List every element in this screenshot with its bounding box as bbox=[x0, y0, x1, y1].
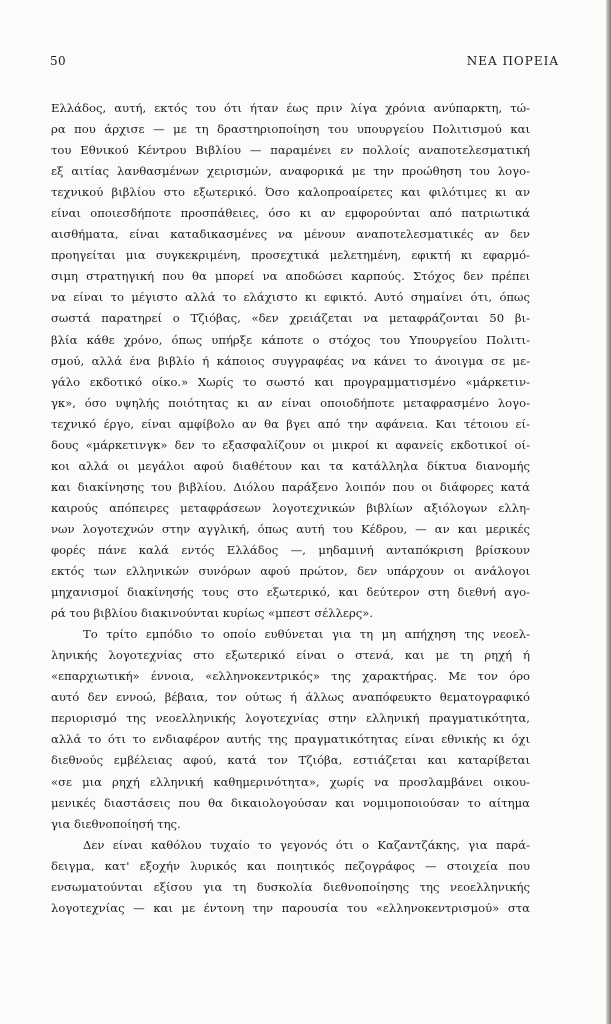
text-line: λογοτεχνίας — και με έντονη την παρουσία του «ελληνοκεντρισμού» στα bbox=[51, 900, 530, 915]
text-line: αισθήματα, είναι καταδικασμένες να μένουν αναποτελεσματικές αν δεν bbox=[51, 227, 530, 242]
text-line: γάλο εκδοτικό οίκο.» Χωρίς το σωστό και προγραμματισμένο «μάρκετιν- bbox=[51, 374, 530, 389]
text-line: φορές πάνε καλά εντός Ελλάδος —, μηδαμινή ανταπόκριση βρίσκουν bbox=[51, 542, 530, 557]
page-header bbox=[50, 54, 559, 70]
text-line: σωστά παρατηρεί ο Τζιόβας, «δεν χρειάζεται να μεταφράζονται 50 βι- bbox=[51, 311, 530, 326]
text-line: για διεθνοποίησή της. bbox=[51, 816, 181, 831]
text-line: αλλά το ότι το ενδιαφέρον αυτής της πραγματικότητας είναι εθνικής κι όχι bbox=[51, 732, 530, 747]
text-line: προηγείται μια συγκεκριμένη, προσεχτικά μελετημένη, εφικτή κι εφαρμό- bbox=[51, 248, 530, 263]
text-line: δειγμα, κατ' εξοχήν λυρικός και ποιητικός πεζογράφος — στοιχεία που bbox=[51, 858, 530, 873]
text-line: βλία κάθε χρόνο, όπως υπήρξε κάποτε ο στόχος του Υπουργείου Πολιτι- bbox=[51, 332, 530, 347]
text-line: καιρούς απόπειρες μεταφράσεων λογοτεχνικών βιβλίων αξιόλογων ελλη- bbox=[51, 500, 530, 515]
text-line: είναι οποιεσδήποτε προσπάθειες, όσο κι αν εμφορούνται από πατριωτικά bbox=[51, 206, 530, 221]
text-line: αυτό δεν εννοώ, βέβαια, τον ούτως ή άλλως αναπόφευκτο θεματογραφικό bbox=[51, 690, 530, 705]
body-text bbox=[51, 98, 530, 919]
text-line: Το τρίτο εμπόδιο το οποίο ευθύνεται για τη μη απήχηση της νεοελ- bbox=[83, 627, 530, 642]
text-line: εξ αιτίας λανθασμένων χειρισμών, αναφορικά με την προώθηση του λογο- bbox=[51, 164, 530, 179]
text-line: δους «μάρκετινγκ» δεν το εξασφαλίζουν οι μικροί κι αφανείς εκδοτικοί οί- bbox=[51, 437, 530, 452]
text-line: να είναι το μέγιστο αλλά το ελάχιστο κι εφικτό. Αυτό σημαίνει ότι, όπως bbox=[51, 290, 530, 305]
text-line: εκτός των ελληνικών συνόρων αφού πρώτον, δεν υπάρχουν οι ανάλογοι bbox=[51, 564, 530, 579]
text-line: «σε μια ρηχή ελληνική καθημερινότητα», χωρίς να προσλαμβάνει οικου- bbox=[51, 774, 530, 789]
text-line: ρά του βιβλίου διακινούνται κυρίως «μπεστ σέλλερς». bbox=[51, 606, 374, 621]
text-line: νων λογοτεχνών στην αγγλική, όπως αυτή του Κέδρου, — αν και μερικές bbox=[51, 521, 530, 536]
text-line: Δεν είναι καθόλου τυχαίο το γεγονός ότι ο Καζαντζάκης, για παρά- bbox=[83, 837, 530, 852]
text-line: «επαρχιωτική» έννοια, «ελληνοκεντρικός» της χαρακτήρας. Με τον όρο bbox=[51, 669, 530, 684]
page-edge-shadow bbox=[606, 0, 611, 1024]
text-line: και διακίνησης του βιβλίου. Διόλου παράξενο λοιπόν που οι διάφορες κατά bbox=[51, 479, 530, 494]
text-line: κοι αλλά οι μεγάλοι αφού διαθέτουν και τα κατάλληλα δίκτυα διανομής bbox=[51, 458, 530, 473]
text-line: ρα που άρχισε — με τη δραστηριοποίηση του υπουργείου Πολιτισμού και bbox=[51, 122, 530, 137]
text-line: σμού, αλλά ένα βιβλίο ή κάποιος συγγραφέας να κάνει το άνοιγμα σε με- bbox=[51, 353, 530, 368]
text-line: σιμη στρατηγική που θα μπορεί να αποδώσει καρπούς. Στόχος δεν πρέπει bbox=[51, 269, 530, 284]
text-line: ενσωματούνται εξίσου για τη δυσκολία διεθνοποίησης της νεοελληνικής bbox=[51, 879, 530, 894]
text-line: γκ», όσο υψηλής ποιότητας κι αν είναι οποιοδήποτε μεταφρασμένο λογο- bbox=[51, 395, 530, 410]
text-line: τεχνικού βιβλίου στο εξωτερικό. Όσο καλοπροαίρετες και φιλότιμες κι αν bbox=[51, 185, 530, 200]
text-line: μηχανισμοί διακίνησής τους στο εξωτερικό, και δεύτερον στη διεθνή αγο- bbox=[51, 585, 530, 600]
text-line: ληνικής λογοτεχνίας στο εξωτερικό είναι ο στενά, και με τη ρηχή ή bbox=[51, 648, 530, 663]
running-title: ΝΕΑ ΠΟΡΕΙΑ bbox=[466, 54, 559, 68]
page-number: 50 bbox=[50, 54, 67, 68]
text-line: του Εθνικού Κέντρου Βιβλίου — παραμένει εν πολλοίς αναποτελεσματική bbox=[51, 143, 530, 158]
text-line: περιορισμό της νεοελληνικής λογοτεχνίας στην ελληνική πραγματικότητα, bbox=[51, 711, 530, 726]
text-line: Ελλάδος, αυτή, εκτός του ότι ήταν έως πριν λίγα χρόνια ανύπαρκτη, τώ- bbox=[51, 101, 530, 115]
text-line: τεχνικό έργο, είναι αμφίβολο αν θα βγει από την αφάνεια. Και τέτοιου εί- bbox=[51, 416, 530, 431]
text-line: διεθνούς εμβέλειας αφού, κατά τον Τζιόβα, εστιάζεται και καταρίβεται bbox=[51, 753, 530, 768]
text-line: μενικές διαστάσεις που θα δικαιολογούσαν και νομιμοποιούσαν το αίτημα bbox=[51, 795, 530, 810]
